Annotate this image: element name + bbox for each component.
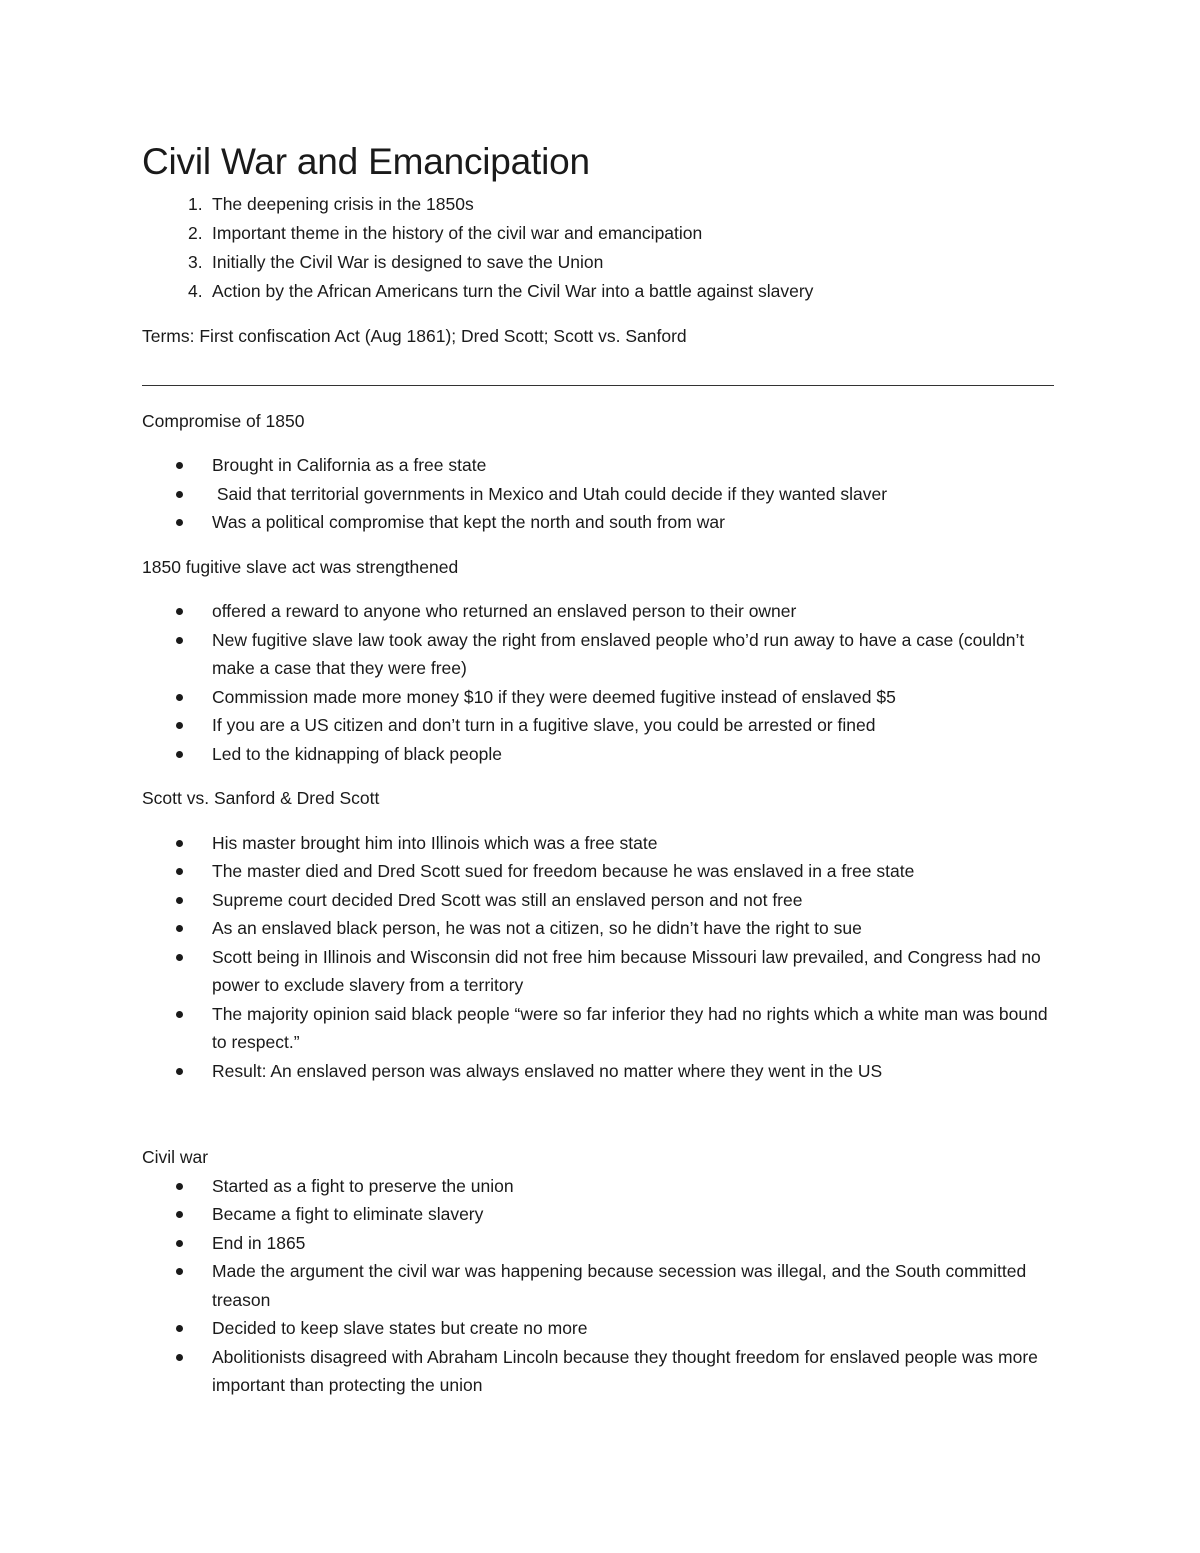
- section-heading-fugitive-slave-act: 1850 fugitive slave act was strengthened: [142, 556, 459, 577]
- outline-item: 4. Action by the African Americans turn the Civil War into a battle against slavery: [188, 281, 814, 301]
- bullet-icon: [176, 1183, 183, 1190]
- bullet-icon: [176, 840, 183, 847]
- bullet-icon: [176, 1268, 183, 1275]
- list-item: The majority opinion said black people “were so far inferior they had no rights which a white man was bound to respect.”: [212, 1000, 1056, 1057]
- list-item: Led to the kidnapping of black people: [212, 740, 1056, 769]
- list-item: Brought in California as a free state: [212, 451, 1056, 480]
- document-page: [142, 138, 1056, 1400]
- list-item: New fugitive slave law took away the right from enslaved people who’d run away to have a case (couldn’t make a case that they were free): [212, 626, 1056, 683]
- bullet-icon: [176, 637, 183, 644]
- bullet-icon: [176, 462, 183, 469]
- list-item: Scott being in Illinois and Wisconsin did not free him because Missouri law prevailed, and Congress had no power to exclude slavery from a territory: [212, 943, 1056, 1000]
- list-item: offered a reward to anyone who returned an enslaved person to their owner: [212, 597, 1056, 626]
- horizontal-divider: [142, 385, 1054, 386]
- bullet-icon: [176, 1211, 183, 1218]
- section-heading-scott-vs-sanford: Scott vs. Sanford & Dred Scott: [142, 788, 380, 808]
- bullet-icon: [176, 1240, 183, 1247]
- list-item: Decided to keep slave states but create no more: [212, 1314, 1056, 1343]
- outline-item: 1. The deepening crisis in the 1850s: [188, 194, 474, 214]
- bullet-list-scott-vs-sanford: [142, 829, 1056, 1086]
- list-item: Abolitionists disagreed with Abraham Lincoln because they thought freedom for enslaved people was more important than protecting the union: [212, 1343, 1056, 1400]
- bullet-icon: [176, 491, 183, 498]
- bullet-icon: [176, 1325, 183, 1332]
- bullet-list-civil-war: [142, 1172, 1056, 1400]
- bullet-icon: [176, 897, 183, 904]
- section-heading-civil-war: Civil war: [142, 1147, 209, 1167]
- bullet-list-fugitive-slave-act: [142, 597, 1056, 768]
- list-item: Result: An enslaved person was always enslaved no matter where they went in the US: [212, 1057, 1056, 1086]
- list-item: End in 1865: [212, 1229, 1056, 1258]
- list-item: Became a fight to eliminate slavery: [212, 1200, 1056, 1229]
- page-title: Civil War and Emancipation: [142, 141, 590, 182]
- list-item: Commission made more money $10 if they were deemed fugitive instead of enslaved $5: [212, 683, 1056, 712]
- bullet-icon: [176, 1011, 183, 1018]
- outline-list: [142, 190, 1056, 306]
- list-item: Started as a fight to preserve the union: [212, 1172, 1056, 1201]
- bullet-icon: [176, 954, 183, 961]
- bullet-icon: [176, 1068, 183, 1075]
- bullet-icon: [176, 608, 183, 615]
- list-item: If you are a US citizen and don’t turn in a fugitive slave, you could be arrested or fined: [212, 711, 1056, 740]
- list-item: Made the argument the civil war was happening because secession was illegal, and the South committed treason: [212, 1257, 1056, 1314]
- list-item: His master brought him into Illinois which was a free state: [212, 829, 1056, 858]
- bullet-list-compromise: [142, 451, 1056, 537]
- outline-item: 3. Initially the Civil War is designed to save the Union: [188, 252, 604, 272]
- bullet-icon: [176, 1354, 183, 1361]
- bullet-icon: [176, 694, 183, 701]
- list-item: Said that territorial governments in Mexico and Utah could decide if they wanted slaver: [212, 480, 1056, 509]
- bullet-icon: [176, 751, 183, 758]
- terms-line: Terms: First confiscation Act (Aug 1861); Dred Scott; Scott vs. Sanford: [142, 326, 687, 346]
- bullet-icon: [176, 722, 183, 729]
- bullet-icon: [176, 925, 183, 932]
- bullet-icon: [176, 868, 183, 875]
- list-item: Supreme court decided Dred Scott was still an enslaved person and not free: [212, 886, 1056, 915]
- list-item: The master died and Dred Scott sued for freedom because he was enslaved in a free state: [212, 857, 1056, 886]
- section-heading-compromise: Compromise of 1850: [142, 410, 305, 431]
- list-item: Was a political compromise that kept the north and south from war: [212, 508, 1056, 537]
- bullet-icon: [176, 519, 183, 526]
- list-item: As an enslaved black person, he was not a citizen, so he didn’t have the right to sue: [212, 914, 1056, 943]
- outline-item: 2. Important theme in the history of the civil war and emancipation: [188, 223, 703, 243]
